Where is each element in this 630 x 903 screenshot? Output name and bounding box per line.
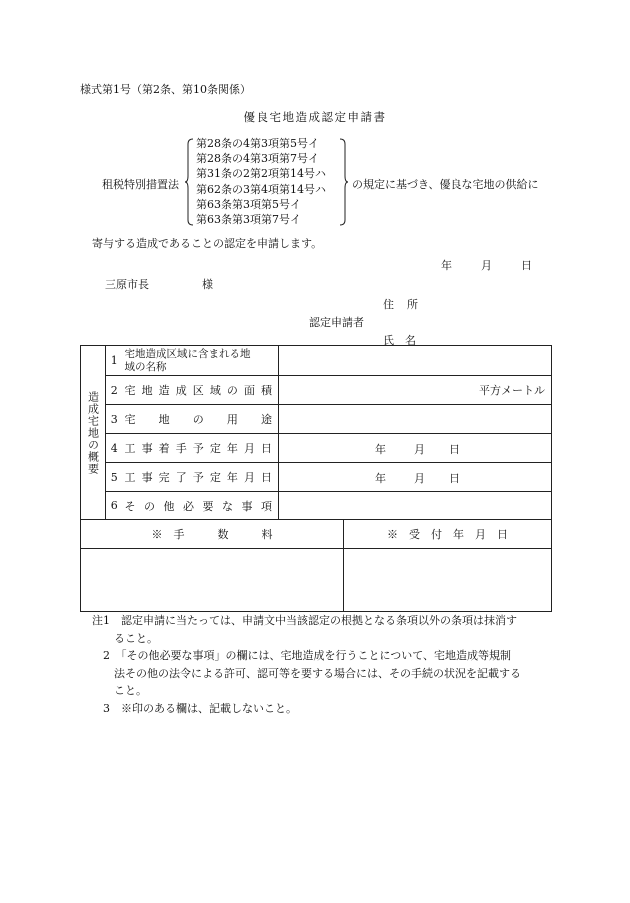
row-label xyxy=(123,434,279,463)
reception-date-cell xyxy=(344,549,552,612)
table-row xyxy=(81,463,552,492)
start-month-label: 月 xyxy=(414,443,425,456)
article-item: 第28条の4第3項第5号イ xyxy=(196,137,319,150)
row-label-line: 域の名称 xyxy=(124,360,167,373)
row-label-line: 宅地造成区域に含まれる地 xyxy=(124,347,251,360)
note-line: 注1 認定申請に当たっては、申請文中当該認定の根拠となる条項以外の条項は抹消す xyxy=(92,614,517,627)
law-name: 租税特別措置法 xyxy=(102,178,179,191)
date-year-label: 年 xyxy=(441,259,452,272)
row-label xyxy=(123,463,279,492)
notes xyxy=(92,612,521,718)
based-on-text: の規定に基づき、優良な宅地の供給に xyxy=(352,178,539,191)
start-date-field[interactable] xyxy=(279,434,552,463)
row-label xyxy=(123,492,279,520)
row-number: 6 xyxy=(106,492,123,520)
article-item: 第62条の3第4項第14号ハ xyxy=(196,182,326,196)
article-item: 第28条の4第3項第7号イ xyxy=(196,152,319,166)
table-row xyxy=(81,405,552,434)
article-list xyxy=(196,136,326,227)
row-number: 4 xyxy=(106,434,123,463)
row-label-spread: 宅 地 の 用 途 xyxy=(124,413,272,426)
request-text: 寄与する造成であることの認定を申請します。 xyxy=(92,237,323,250)
article-item: 第31条の2第2項第14号ハ xyxy=(196,167,326,181)
article-item: 第63条第3項第7号イ xyxy=(196,212,301,226)
row-label-spread: 工 事 着 手 予 定 年 月 日 xyxy=(124,442,272,455)
reception-date-header: ※ 受 付 年 月 日 xyxy=(344,520,552,549)
row-number: 2 xyxy=(106,376,123,405)
table-row xyxy=(81,492,552,520)
left-brace-icon xyxy=(184,138,194,226)
row-label xyxy=(123,376,279,405)
area-unit: 平方メートル xyxy=(479,384,545,397)
addressee-honorific: 様 xyxy=(202,278,213,291)
row-label-spread: 工 事 完 了 予 定 年 月 日 xyxy=(124,471,272,484)
table-row xyxy=(81,346,552,376)
right-brace-icon xyxy=(339,138,349,226)
name-label: 氏 名 xyxy=(383,334,416,347)
note-line: こと。 xyxy=(92,684,147,698)
table-row xyxy=(81,434,552,463)
date-month-label: 月 xyxy=(481,259,492,272)
document-title: 優良宅地造成認定申請書 xyxy=(243,110,387,124)
note-line: 3 ※印のある欄は、記載しないこと。 xyxy=(92,701,297,715)
note-line: ること。 xyxy=(92,631,158,645)
application-date xyxy=(441,257,532,273)
completion-day-label: 日 xyxy=(449,472,460,485)
fee-header: ※ 手 数 料 xyxy=(81,520,344,549)
article-item: 第63条第3項第5号イ xyxy=(196,197,301,211)
land-use-field[interactable] xyxy=(279,405,552,434)
completion-year-label: 年 xyxy=(375,472,386,485)
completion-month-label: 月 xyxy=(414,472,425,485)
area-field[interactable] xyxy=(279,376,552,405)
start-year-label: 年 xyxy=(375,443,386,456)
date-day-label: 日 xyxy=(521,259,532,272)
row-number: 5 xyxy=(106,463,123,492)
applicant-label: 認定申請者 xyxy=(309,316,364,329)
note-line: 2 「その他必要な事項」の欄には、宅地造成を行うことについて、宅地造成等規制 xyxy=(92,649,512,663)
table-row xyxy=(81,520,552,549)
region-name-field[interactable] xyxy=(279,346,552,376)
form-number: 様式第1号（第2条、第10条関係） xyxy=(80,83,251,96)
table-row xyxy=(81,549,552,612)
side-label-cell xyxy=(81,346,106,520)
row-label xyxy=(123,346,279,376)
addressee-name: 三原市長 xyxy=(105,278,149,291)
start-day-label: 日 xyxy=(449,443,460,456)
row-label-spread: そ の 他 必 要 な 事 項 xyxy=(124,499,272,513)
note-line: 法その他の法令による許可、認可等を要する場合には、その手続の状況を記載する xyxy=(92,666,521,680)
row-label xyxy=(123,405,279,434)
row-number: 1 xyxy=(106,346,123,376)
row-number: 3 xyxy=(106,405,123,434)
table-row xyxy=(81,376,552,405)
other-matters-field[interactable] xyxy=(279,492,552,520)
side-label: 造成宅地の概要 xyxy=(86,390,100,475)
row-label-spread: 宅 地 造 成 区 域 の 面 積 xyxy=(124,384,272,397)
address-label: 住 所 xyxy=(383,298,419,311)
addressee xyxy=(105,276,213,292)
overview-table xyxy=(80,345,552,520)
office-use-table xyxy=(80,519,552,612)
completion-date-field[interactable] xyxy=(279,463,552,492)
fee-cell xyxy=(81,549,344,612)
